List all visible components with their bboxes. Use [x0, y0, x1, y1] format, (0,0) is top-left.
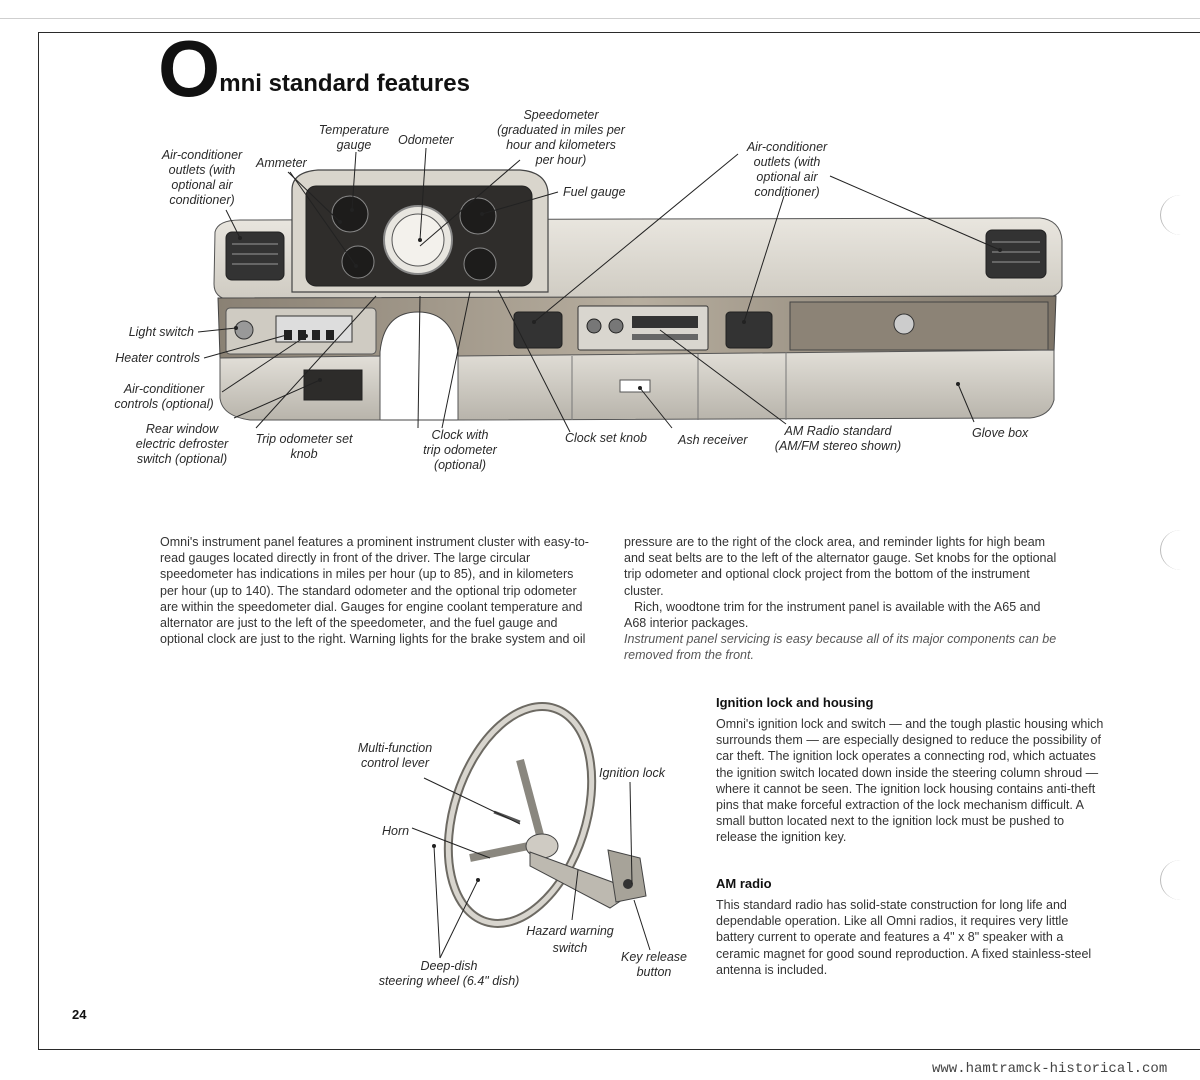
callout-ignition-lock: Ignition lock: [599, 766, 666, 780]
callout-key-release: Key release button: [620, 950, 687, 979]
radio-paragraph: This standard radio has solid-state construction for long life and dependable operation. Like all Omni radios, it requires very little battery current to operate and features a 4" x 8" speaker with a ceramic magnet for good sound reproduction. A fixed stainless-steel antenna is included.: [716, 898, 1092, 977]
intro-paragraph: Omni's instrument panel features a prominent instrument cluster with easy-to-read gauges located directly in front of the driver. The large circular speedometer has indications in miles per hour (up to 85), and in kilometers per hour (up to 140). The standard odometer and the optional trip odometer are within the speedometer dial. Gauges for engine coolant temperature and alternator are just to the left of the speedometer, and the fuel gauge and optional clock are just to the right. Warning lights for the brake system and oil: [160, 535, 589, 647]
callout-light-switch: Light switch: [128, 325, 194, 339]
radio-heading: AM radio: [716, 876, 772, 891]
callout-trip-odometer-knob: Trip odometer set knob: [255, 432, 353, 461]
callout-ammeter: Ammeter: [256, 156, 307, 170]
callout-ac-outlets-right: Air-conditioner outlets (with optional air conditioner): [746, 140, 828, 199]
title-text: mni standard features: [219, 70, 470, 97]
ignition-text-block: [716, 716, 1106, 846]
intro-column-1: [160, 534, 592, 647]
callout-multifunction-lever: Multi-function control lever: [357, 741, 433, 770]
callout-am-radio: AM Radio standard (AM/FM stereo shown): [774, 424, 902, 453]
page-number: 24: [72, 1007, 87, 1022]
callout-odometer: Odometer: [398, 133, 454, 147]
callout-temperature-gauge: Temperature gauge: [318, 123, 390, 152]
intro-paragraph-italic: Instrument panel servicing is easy because all of its major components can be removed from the front.: [624, 632, 1057, 663]
callout-ash-receiver: Ash receiver: [678, 433, 748, 447]
callout-deep-dish-wheel: Deep-dish steering wheel (6.4" dish): [378, 959, 520, 988]
ignition-heading: Ignition lock and housing: [716, 695, 874, 710]
intro-paragraph: pressure are to the right of the clock area, and reminder lights for high beam and seat belts are to the left of the alternator gauge. Set knobs for the optional trip odometer and optional clock project from the bottom of the instrument cluster.: [624, 535, 1057, 598]
callout-glove-box: Glove box: [972, 426, 1029, 440]
callout-speedometer: Speedometer (graduated in miles per hour and kilometers per hour): [497, 108, 625, 167]
website-watermark: www.hamtramck-historical.com: [932, 1061, 1168, 1077]
callout-ac-controls: Air-conditioner controls (optional): [114, 382, 214, 411]
callout-clock-set-knob: Clock set knob: [565, 431, 647, 445]
intro-column-2: [624, 534, 1060, 664]
callout-clock-trip-odometer: Clock with trip odometer (optional): [423, 428, 497, 472]
callout-hazard-switch: Hazard warning switch: [526, 924, 614, 955]
intro-paragraph: Rich, woodtone trim for the instrument panel is available with the A65 and A68 interior packages.: [624, 599, 1041, 631]
callout-heater-controls: Heater controls: [115, 351, 200, 365]
title-drop-cap: O: [158, 24, 218, 113]
radio-text-block: [716, 897, 1106, 978]
callout-rear-defroster: Rear window electric defroster switch (optional): [135, 422, 229, 466]
callout-ac-outlets-left: Air-conditioner outlets (with optional air conditioner): [161, 148, 243, 207]
callout-horn: Horn: [382, 824, 410, 838]
ignition-paragraph: Omni's ignition lock and switch — and the tough plastic housing which surrounds them — are especially designed to reduce the possibility of car theft. The ignition lock operates a connecting rod, which actuates the ignition switch located down inside the steering column shroud — where it cannot be seen. The ignition lock housing contains anti-theft pins that make forceful extraction of the lock mechanism difficult. A small button located next to the ignition lock must be pushed to release the ignition key.: [716, 717, 1104, 845]
callout-fuel-gauge: Fuel gauge: [563, 185, 626, 199]
